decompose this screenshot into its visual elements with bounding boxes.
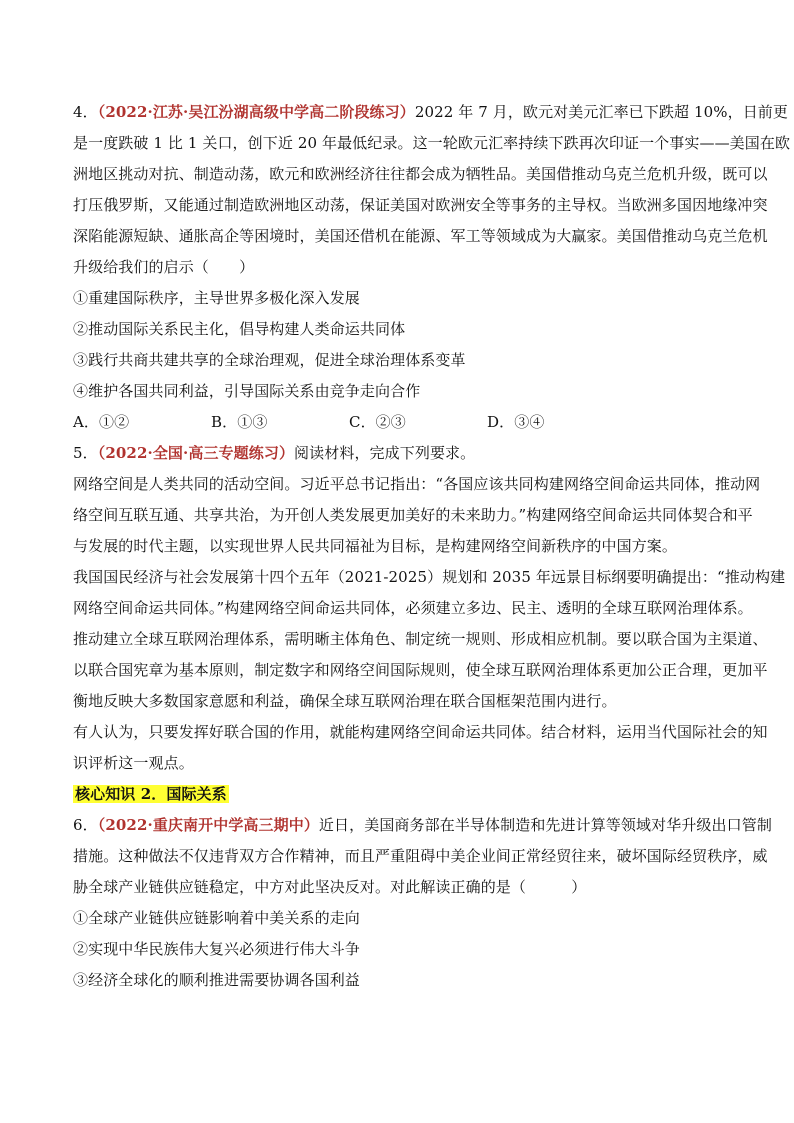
q6-source: （2022·重庆南开中学高三期中） [97,816,319,834]
q5-line-5: 推动建立全球互联网治理体系，需明晰主体角色、制定统一规则、形成相应机制。要以联合国为主渠道、 [73,630,768,648]
q4-line-2: 洲地区挑动对抗、制造动荡，欧元和欧洲经济往往都会成为牺牲品。美国借推动乌克兰危机升级，既可以 [73,165,768,183]
q6-line-1: 措施。这种做法不仅违背双方合作精神，而且严重阻碍中美企业间正常经贸往来，破坏国际经贸秩序，威 [73,847,768,865]
q4-item-2: ②推动国际关系民主化，倡导构建人类命运共同体 [73,320,406,338]
q4-item-1: ①重建国际秩序，主导世界多极化深入发展 [73,289,360,307]
q5-line-3: 我国国民经济与社会发展第十四个五年（2021-2025）规划和 2035 年远景目标纲要明确提出：“推动构建 [73,568,786,586]
q5-first-line [73,438,723,469]
q5-line-2: 与发展的时代主题，以实现世界人民共同福祉为目标，是构建网络空间新秩序的中国方案。 [73,537,678,555]
q6-number: 6． [73,816,98,834]
q4-number: 4． [73,103,98,121]
q6-item-2: ②实现中华民族伟大复兴必须进行伟大斗争 [73,940,360,958]
q4-line-5: 升级给我们的启示（ ） [73,258,255,276]
q5-line-4: 网络空间命运共同体。”构建网络空间命运共同体，必须建立多边、民主、透明的全球互联网治理体系。 [73,599,753,617]
q5-line-8: 有人认为，只要发挥好联合国的作用，就能构建网络空间命运共同体。结合材料，运用当代国际社会的知 [73,723,768,741]
q4-line-0: 2022 年 7 月，欧元对美元汇率已下跌超 10%，日前更 [414,103,788,121]
section-heading: 核心知识 2．国际关系 [75,785,227,803]
q5-line-0: 网络空间是人类共同的活动空间。习近平总书记指出：“各国应该共同构建网络空间命运共同体，推动网 [73,475,761,493]
q4-line-4: 深陷能源短缺、通胀高企等困境时，美国还借机在能源、军工等领域成为大赢家。美国借推动乌克兰危机 [73,227,768,245]
q6-item-1: ①全球产业链供应链影响着中美关系的走向 [73,909,360,927]
q4-option-b[interactable]: B．①③ [211,413,268,431]
q4-line-3: 打压俄罗斯，又能通过制造欧洲地区动荡，保证美国对欧洲安全等事务的主导权。当欧洲多国因地缘冲突 [73,196,768,214]
q5-line-9: 识评析这一观点。 [73,754,194,772]
q5-intro: 阅读材料，完成下列要求。 [294,444,476,462]
q4-source: （2022·江苏·吴江汾湖高级中学高二阶段练习） [97,103,415,121]
section-heading-row [73,779,723,810]
q5-line-1: 络空间互联互通、共享共治，为开创人类发展更加美好的未来助力。”构建网络空间命运共同体契合和平 [73,506,753,524]
q4-item-3: ③践行共商共建共享的全球治理观，促进全球治理体系变革 [73,351,466,369]
q5-number: 5． [73,444,98,462]
q4-option-a[interactable]: A．①② [73,413,130,431]
q4-first-line [73,97,788,128]
document-page [73,97,791,996]
q6-line-0: 近日，美国商务部在半导体制造和先进计算等领域对华升级出口管制 [318,816,772,834]
q6-item-3: ③经济全球化的顺利推进需要协调各国利益 [73,971,360,989]
q4-line-1: 是一度跌破 1 比 1 关口，创下近 20 年最低纪录。这一轮欧元汇率持续下跌再次印证一个事实——美国在欧 [73,134,791,152]
q6-line-2: 胁全球产业链供应链稳定，中方对此坚决反对。对此解读正确的是（ ） [73,878,587,896]
q4-option-c[interactable]: C．②③ [349,413,406,431]
q5-source: （2022·全国·高三专题练习） [97,444,295,462]
q5-line-6: 以联合国宪章为基本原则，制定数字和网络空间国际规则，使全球互联网治理体系更加公正合理，更加平 [73,661,768,679]
q4-item-4: ④维护各国共同利益，引导国际关系由竞争走向合作 [73,382,421,400]
q5-line-7: 衡地反映大多数国家意愿和利益，确保全球互联网治理在联合国框架范围内进行。 [73,692,617,710]
q4-options [73,407,723,438]
q6-first-line [73,810,772,841]
q4-option-d[interactable]: D．③④ [487,413,545,431]
